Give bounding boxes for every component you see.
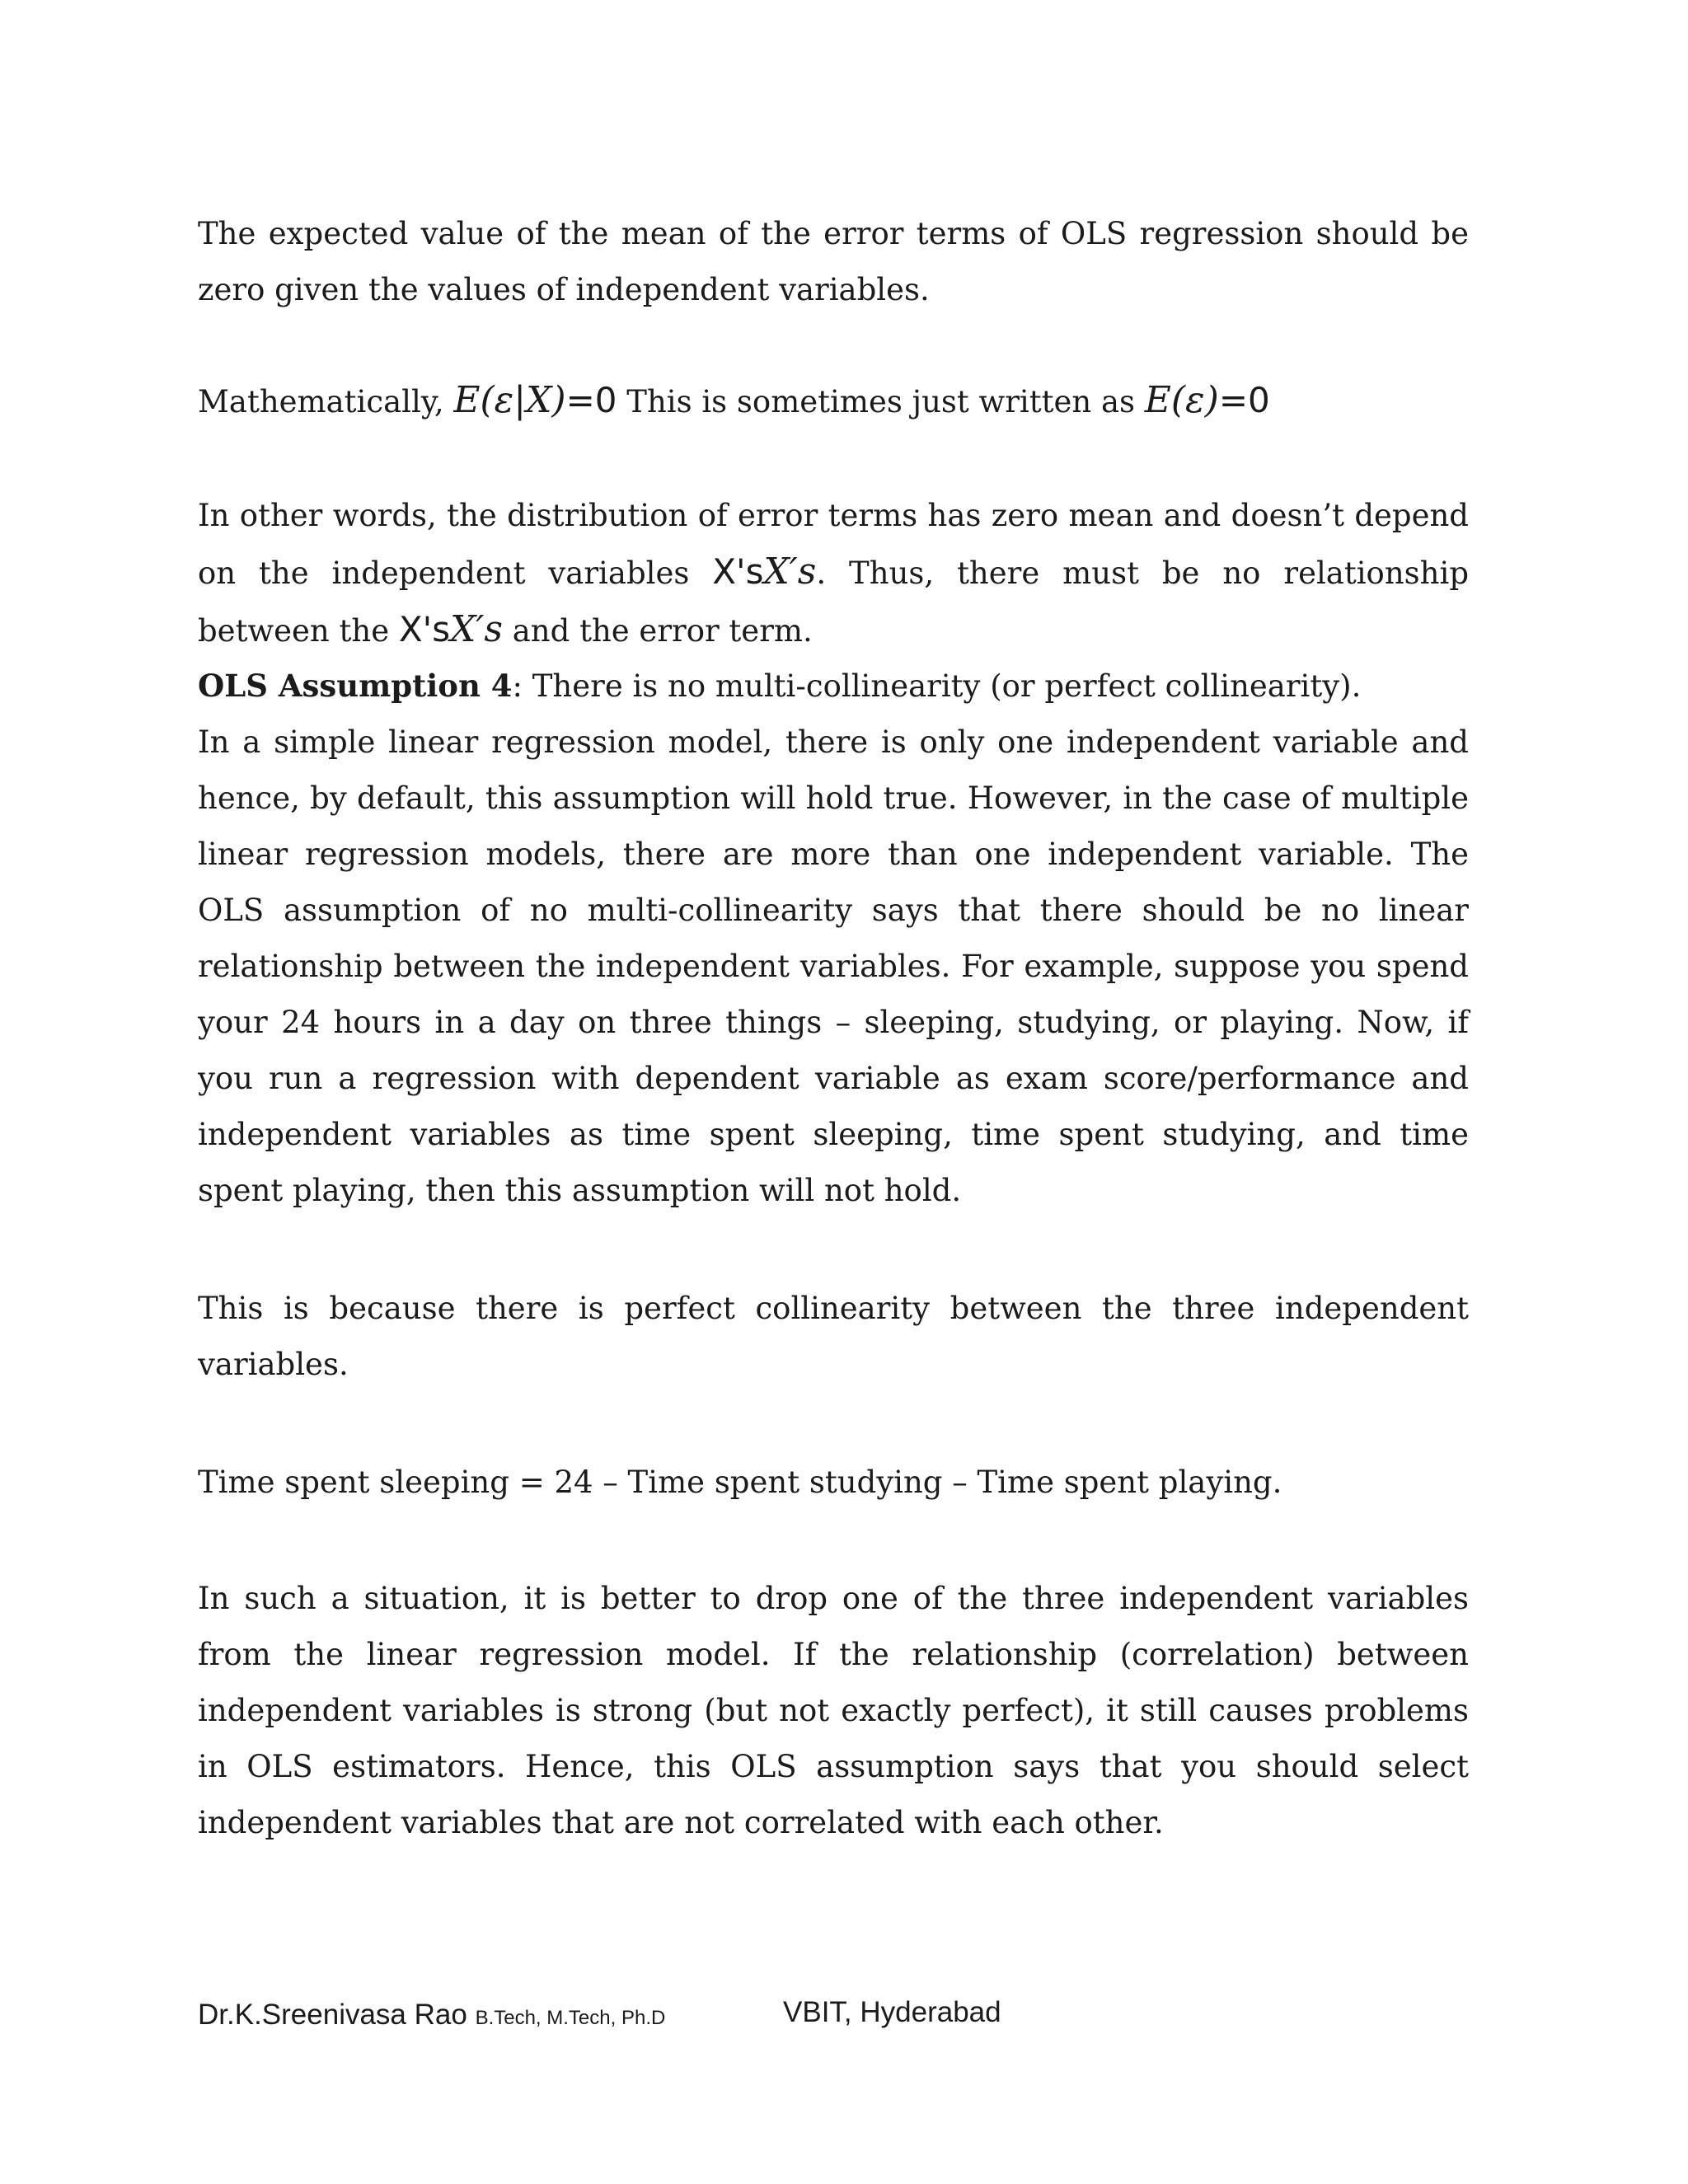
other-words-text: [198, 488, 1469, 659]
paragraph-situation: [198, 1571, 1469, 1851]
collinearity-text: In a simple linear regression model, there is only one independent variable and hence, by default, this assumption will hold true. However, in the case of multiple linear regression models, there are more than one independent variable. The OLS assumption of no multi-collinearity says that there should be no linear relationship between the independent variables. For example, suppose you spend your 24 hours in a day on three things – sleeping, studying, or playing. Now, if you run a regression with dependent variable as exam score/performance and independent variables as time spent sleeping, time spent studying, and time spent playing, then this assumption will not hold.: [198, 724, 1469, 1208]
footer-author-name: Dr.K.Sreenivasa Rao: [198, 1999, 476, 2031]
paragraph-math: [198, 373, 1469, 430]
paragraph-assumption: [198, 658, 1469, 1219]
sleep-equation-text: Time spent sleeping = 24 – Time spent studying – Time spent playing.: [198, 1465, 1282, 1500]
math-line: [198, 373, 1469, 430]
footer-institution: VBIT, Hyderabad: [783, 1996, 1001, 2028]
formula-2-equals: =0: [1218, 380, 1270, 420]
other-words-part-3: and the error term.: [502, 613, 813, 649]
situation-text: In such a situation, it is better to drop one of the three independent variables from the linear regression model. If the relationship (correlation) between independent variables is strong (but not exactly perfect), it still causes problems in OLS estimators. Hence, this OLS assumption says that you should select independent variables that are not correlated with each other.: [198, 1581, 1469, 1840]
assumption-label: OLS Assumption 4: [198, 668, 513, 704]
other-words-part-2: . Thus, there must be no relationship between the: [198, 555, 1470, 649]
math-middle: This is sometimes just written as: [617, 384, 1145, 419]
because-text: This is because there is perfect collinearity between the three independent variables.: [198, 1291, 1469, 1382]
other-words-part-1: In other words, the distribution of error terms has zero mean and doesn’t depend on the independent variables: [198, 498, 1469, 591]
paragraph-equation: [198, 1455, 1469, 1511]
intro-text: The expected value of the mean of the error terms of OLS regression should be zero given the values of independent variables.: [198, 216, 1469, 307]
footer-author: [198, 1999, 665, 2032]
assumption-heading: [198, 658, 1469, 715]
math-lead: Mathematically,: [198, 384, 454, 419]
formula-2-args: (ε): [1170, 379, 1219, 421]
paragraph-because: [198, 1281, 1469, 1393]
xs-plain-1: X's: [712, 551, 764, 592]
formula-1-expectation: E: [453, 379, 481, 421]
formula-1-args: (ε|X): [480, 379, 566, 421]
formula-2-expectation: E: [1144, 379, 1171, 421]
paragraph-other-words: [198, 488, 1469, 659]
footer-author-degrees: B.Tech, M.Tech, Ph.D: [475, 2007, 666, 2029]
xs-plain-2: X's: [398, 609, 451, 649]
assumption-text: : There is no multi-collinearity (or perfect collinearity).: [512, 668, 1362, 704]
formula-1-equals: =0: [565, 380, 617, 420]
paragraph-intro: [198, 206, 1469, 318]
xs-math-2: X′s: [450, 608, 503, 650]
xs-math-1: X′s: [763, 551, 817, 593]
